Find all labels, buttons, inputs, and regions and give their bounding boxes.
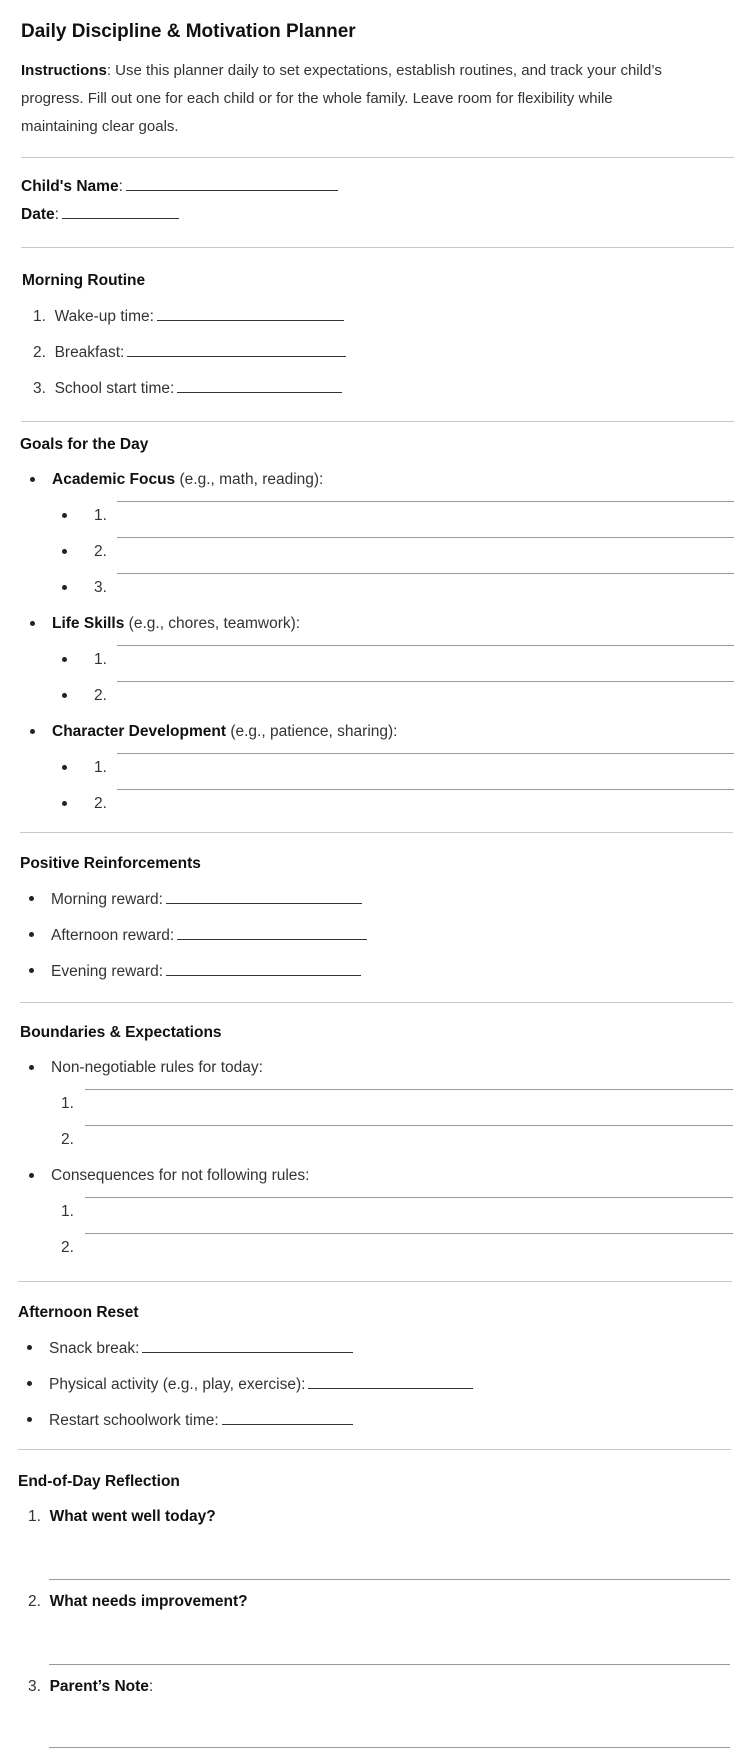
goal-group-life-skills: Life Skills (e.g., chores, teamwork): bbox=[52, 615, 301, 632]
academic-line-1[interactable] bbox=[117, 501, 734, 502]
divider bbox=[21, 247, 734, 248]
school-start-blank[interactable] bbox=[177, 378, 342, 393]
instructions-line-3: maintaining clear goals. bbox=[21, 118, 179, 135]
bullet bbox=[62, 585, 67, 590]
bullet bbox=[62, 657, 67, 662]
bullet bbox=[62, 513, 67, 518]
section-heading-reinforcements: Positive Reinforcements bbox=[20, 855, 201, 872]
instructions-line-1: Instructions: Use this planner daily to set expectations, establish routines, and track your child’s bbox=[21, 62, 662, 79]
date-field: Date: bbox=[21, 204, 179, 225]
section-heading-afternoon: Afternoon Reset bbox=[18, 1304, 139, 1321]
morning-item-school-start: 3. School start time: bbox=[33, 378, 342, 399]
afternoon-reward-blank[interactable] bbox=[177, 925, 367, 940]
reflection-item-parent-note: 3. Parent’s Note: bbox=[28, 1678, 154, 1695]
character-line-2[interactable] bbox=[117, 789, 734, 790]
child-name-field: Child's Name: bbox=[21, 176, 338, 197]
bullet bbox=[29, 968, 34, 973]
divider bbox=[21, 157, 734, 158]
parent-note-line[interactable] bbox=[49, 1747, 730, 1748]
goal-group-academic: Academic Focus (e.g., math, reading): bbox=[52, 471, 324, 488]
rules-line-1[interactable] bbox=[85, 1089, 733, 1090]
afternoon-restart: Restart schoolwork time: bbox=[49, 1410, 353, 1431]
instructions-label: Instructions bbox=[21, 62, 107, 79]
life-skills-num-1: 1. bbox=[94, 651, 107, 668]
consequences-line-2[interactable] bbox=[85, 1233, 733, 1234]
divider bbox=[18, 1449, 731, 1450]
bullet bbox=[29, 896, 34, 901]
character-num-2: 2. bbox=[94, 795, 107, 812]
academic-line-2[interactable] bbox=[117, 537, 734, 538]
bullet bbox=[27, 1417, 32, 1422]
rules-line-2[interactable] bbox=[85, 1125, 733, 1126]
went-well-line[interactable] bbox=[49, 1579, 730, 1580]
breakfast-blank[interactable] bbox=[127, 342, 346, 357]
reward-evening: Evening reward: bbox=[51, 961, 361, 982]
section-heading-goals: Goals for the Day bbox=[20, 436, 149, 453]
life-skills-line-1[interactable] bbox=[117, 645, 734, 646]
academic-line-3[interactable] bbox=[117, 573, 734, 574]
section-heading-reflection: End-of-Day Reflection bbox=[18, 1473, 180, 1490]
consequences-line-1[interactable] bbox=[85, 1197, 733, 1198]
divider bbox=[20, 1002, 733, 1003]
divider bbox=[20, 832, 733, 833]
academic-num-2: 2. bbox=[94, 543, 107, 560]
bullet bbox=[29, 932, 34, 937]
bullet bbox=[62, 693, 67, 698]
bullet bbox=[29, 1173, 34, 1178]
life-skills-line-2[interactable] bbox=[117, 681, 734, 682]
rules-num-2: 2. bbox=[61, 1131, 74, 1148]
bullet bbox=[62, 765, 67, 770]
bullet bbox=[30, 621, 35, 626]
academic-num-1: 1. bbox=[94, 507, 107, 524]
reward-afternoon: Afternoon reward: bbox=[51, 925, 367, 946]
reflection-item-improvement: 2. What needs improvement? bbox=[28, 1593, 248, 1610]
divider bbox=[21, 421, 734, 422]
wakeup-blank[interactable] bbox=[157, 306, 344, 321]
child-name-blank[interactable] bbox=[126, 176, 338, 191]
bullet bbox=[30, 477, 35, 482]
date-blank[interactable] bbox=[62, 204, 179, 219]
page-title: Daily Discipline & Motivation Planner bbox=[21, 21, 356, 42]
bullet bbox=[30, 729, 35, 734]
bullet bbox=[62, 549, 67, 554]
consequences-label: Consequences for not following rules: bbox=[51, 1167, 310, 1184]
instructions-line-2: progress. Fill out one for each child or for the whole family. Leave room for flexibility while bbox=[21, 90, 613, 107]
character-line-1[interactable] bbox=[117, 753, 734, 754]
snack-blank[interactable] bbox=[142, 1338, 353, 1353]
academic-num-3: 3. bbox=[94, 579, 107, 596]
evening-reward-blank[interactable] bbox=[166, 961, 361, 976]
morning-item-wakeup: 1. Wake-up time: bbox=[33, 306, 344, 327]
restart-blank[interactable] bbox=[222, 1410, 353, 1425]
section-heading-morning: Morning Routine bbox=[22, 272, 146, 289]
rules-num-1: 1. bbox=[61, 1095, 74, 1112]
section-heading-boundaries: Boundaries & Expectations bbox=[20, 1024, 222, 1041]
bullet bbox=[29, 1065, 34, 1070]
divider bbox=[18, 1281, 732, 1282]
consequences-num-1: 1. bbox=[61, 1203, 74, 1220]
morning-reward-blank[interactable] bbox=[166, 889, 362, 904]
afternoon-snack: Snack break: bbox=[49, 1338, 353, 1359]
rules-label: Non-negotiable rules for today: bbox=[51, 1059, 263, 1076]
afternoon-activity: Physical activity (e.g., play, exercise): bbox=[49, 1374, 473, 1395]
life-skills-num-2: 2. bbox=[94, 687, 107, 704]
morning-item-breakfast: 2. Breakfast: bbox=[33, 342, 346, 363]
bullet bbox=[62, 801, 67, 806]
activity-blank[interactable] bbox=[308, 1374, 473, 1389]
reflection-item-went-well: 1. What went well today? bbox=[28, 1508, 216, 1525]
reward-morning: Morning reward: bbox=[51, 889, 362, 910]
goal-group-character: Character Development (e.g., patience, sharing): bbox=[52, 723, 398, 740]
improvement-line[interactable] bbox=[49, 1664, 730, 1665]
bullet bbox=[27, 1381, 32, 1386]
consequences-num-2: 2. bbox=[61, 1239, 74, 1256]
character-num-1: 1. bbox=[94, 759, 107, 776]
bullet bbox=[27, 1345, 32, 1350]
